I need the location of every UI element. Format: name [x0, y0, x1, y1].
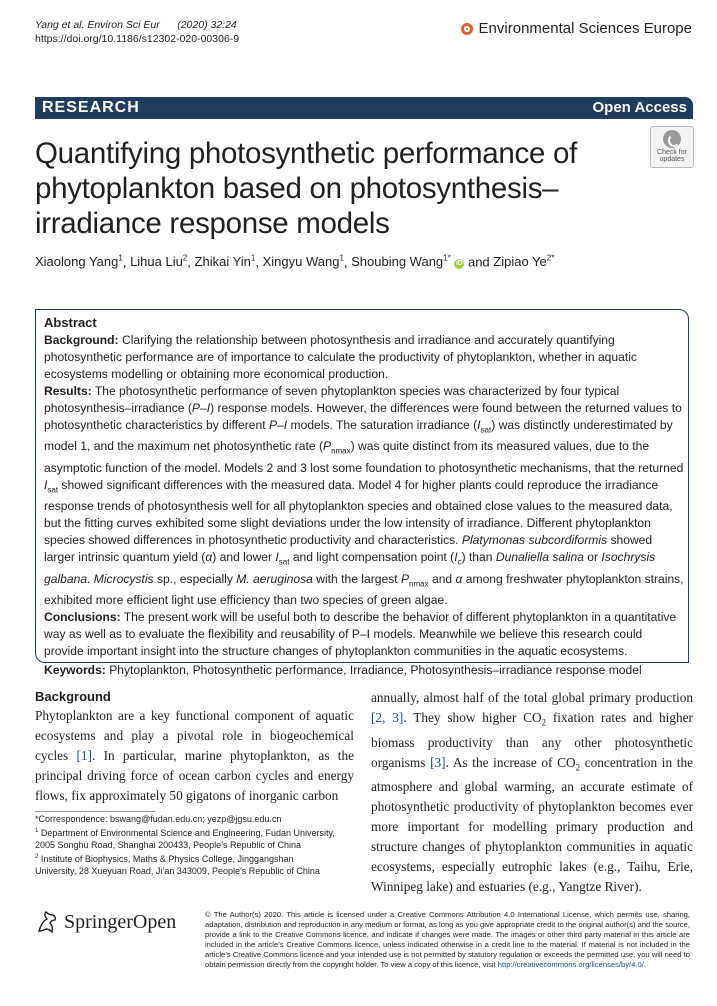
license-text: © The Author(s) 2020. This article is licensed under a Creative Commons Attribution 4.0 International License, which permits use, sharing, adaptation, distribution and reproduction in any medium or format, as long as you give appropriate credit to the original author(s) and the source, provide a link to the Creative Commons licence, and indicate if changes were made. The images or other third party material in this article are included in the article’s Creative Commons licence, unless indicated otherwise in a credit line to the material. If material is not included in the article’s Creative Commons licence and your intended use is not permitted by statutory regulation or exceeds the permitted use, you will need to obtain permission directly from the copyright holder. To view a copy of this licence, visit http://creativecommons.org/licenses/by/4.0/.: [205, 910, 690, 969]
open-access-label: Open Access: [592, 99, 687, 116]
author[interactable]: Xiaolong Yang$^1$: [35, 254, 123, 270]
author[interactable]: Xingyu Wang$^1$: [262, 254, 344, 270]
check-for-updates-line2: updates: [659, 156, 685, 163]
publisher-name-b: Open: [132, 910, 177, 933]
journal-brand[interactable]: [461, 20, 692, 37]
abstract-box: [35, 309, 689, 678]
citation-journal: Yang et al. Environ Sci Eur: [35, 19, 160, 31]
check-for-updates-badge[interactable]: [650, 126, 694, 168]
article-type-banner: [35, 97, 693, 119]
article-type: RESEARCH: [42, 99, 140, 116]
abstract-heading: Abstract: [44, 315, 97, 330]
author[interactable]: Lihua Liu$^2$: [130, 254, 188, 270]
footnotes: [35, 813, 335, 877]
body-paragraph: annually, almost half of the total global primary production [2, 3]. They show higher $CO_2$ fixation rates and higher biomass productivity than any other photosynthetic organisms [3]. As the increase of $CO_2$ concentration in the atmosphere and global warming, an accurate estimate of photosynthetic productivity of phytoplankton becomes ever more important for modelling primary production and structure changes of phytoplankton communities in aquatic ecosystems, especially eutrophic lakes (e.g., Taihu, Erie, Winnipeg lake) and estuaries (e.g., Yangtze River).: [371, 690, 693, 895]
affiliation-2: $^2$ Institute of Biophysics, Maths & Physics College, Jinggangshan University, 28 Xueyuan Road, Ji’an 343009, People’s Republic of China: [35, 854, 320, 876]
journal-name: Environmental Sciences Europe: [478, 20, 692, 37]
abstract-conclusions: Conclusions: The present work will be useful both to describe the behavior of different phytoplankton in a quantitative way as well as to evaluate the flexibility and reusability of P–I models. Meanwhile we believe this research could provide important insight into the structure changes of phytoplankton communities in the aquatic ecosystems.: [44, 610, 677, 659]
citation-ref[interactable]: [3]: [430, 754, 446, 770]
springer-horse-icon: [35, 909, 59, 935]
abstract-results: Results: The photosynthetic performance of seven phytoplankton species was characterized by four typical photosynthesis–irradiance (P–I) response models. However, the differences were found between the returned values to photosynthetic characteristics by different P–I models. The saturation irradiance $(I_{sat})$ was distinctly underestimated by model 1, and the maximum net photosynthetic rate $(P_{nmax})$ was quite distinct from its measured values, due to the asymptotic function of the model. Models 2 and 3 lost some foundation to photosynthetic mechanisms, that the returned $I_{sat}$ showed significant differences with the measured data. Model 4 for higher plants could reproduce the irradiance response trends of photosynthesis well for all phytoplankton species and obtained close values to the measured data, but the fitting curves exhibited some slight deviations under the low intensity of irradiance. Different phytoplankton species showed differences in photosynthetic productivity and characteristics. Platymonas subcordiformis showed larger intrinsic quantum yield (α) and lower $I_{sat}$ and light compensation point $(I_c)$ than Dunaliella salina or Isochrysis galbana. Microcystis sp., especially M. aeruginosa with the largest $P_{nmax}$ and α among freshwater phytoplankton strains, exhibited more efficient light use efficiency than two species of green algae.: [44, 384, 684, 608]
journal-logo-icon: [461, 23, 473, 35]
body-column-left: [35, 688, 354, 806]
publisher-name-a: Springer: [64, 910, 133, 933]
body-paragraph: Phytoplankton are a key functional component of aquatic ecosystems and play a pivotal role in biogeochemical cycles [1]. In particular, marine phytoplankton, as the principal driving force of ocean carbon cycles and energy flows, fix approximately 50 gigatons of inorganic carbon: [35, 708, 354, 803]
citation-volume: (2020) 32:24: [177, 19, 237, 31]
abstract-background: Background: Clarifying the relationship between photosynthesis and irradiance and accurately quantifying photosynthetic performance are of importance to calculate the productivity of phytoplankton, whether in aquatic ecosystems modelling or obtaining more economical production.: [44, 333, 637, 381]
article-title: Quantifying photosynthetic performance of phytoplankton based on photosynthesis–irradiance response models: [35, 137, 577, 240]
publisher-logo[interactable]: [35, 909, 176, 935]
author[interactable]: Zipiao $Ye^{2*}$: [493, 254, 555, 270]
citation-ref[interactable]: [1]: [76, 748, 92, 763]
check-for-updates-line1: Check for: [657, 149, 687, 156]
crossmark-icon: [663, 130, 681, 148]
doi-link[interactable]: https://doi.org/10.1186/s12302-020-00306-9: [35, 33, 240, 45]
affiliation-1: $^1$ Department of Environmental Science and Engineering, Fudan University, 2005 Songhu Road, Shanghai 200433, People’s Republic of China: [35, 828, 335, 850]
footnote-divider: [35, 811, 155, 812]
author-list: Xiaolong Yang$^1$, Lihua Liu$^2$, Zhikai Yin$^1$, Xingyu Wang$^1$, Shoubing Wang$^{1*}$ iD and Zipiao $Ye^{2*}$: [35, 254, 555, 270]
authors-and: and: [467, 254, 490, 270]
body-column-right: [371, 688, 693, 897]
correspondence[interactable]: *Correspondence: bswang@fudan.edu.cn; yezp@jgsu.edu.cn: [35, 814, 282, 824]
author[interactable]: Shoubing Wang$^{1*}$: [351, 254, 451, 270]
citation-block: [35, 18, 239, 46]
author[interactable]: Zhikai Yin$^1$: [194, 254, 256, 270]
section-heading-background: Background: [35, 689, 111, 704]
abstract-keywords: Keywords: Phytoplankton, Photosynthetic performance, Irradiance, Photosynthesis–irradiance response model: [44, 663, 642, 678]
citation-ref[interactable]: [2, 3]: [371, 710, 404, 725]
license-link[interactable]: http://creativecommons.org/licenses/by/4.0/: [497, 960, 644, 969]
orcid-icon[interactable]: iD: [455, 260, 463, 268]
